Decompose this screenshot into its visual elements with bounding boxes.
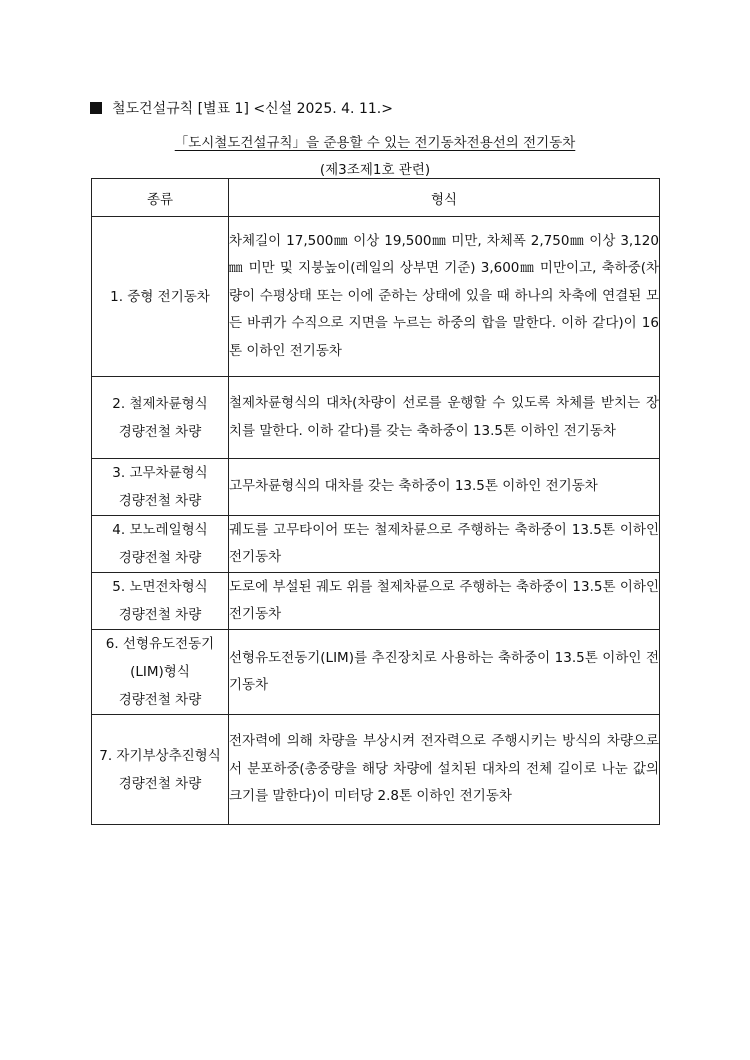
form-cell: 선형유도전동기(LIM)를 추진장치로 사용하는 축하중이 13.5톤 이하인 전기동차 [229, 630, 660, 715]
type-label: 6. 선형유도전동기 [105, 636, 215, 652]
type-label: 경량전철 차량 [118, 550, 202, 566]
header-line [90, 98, 393, 118]
table-row [92, 516, 660, 573]
form-cell: 고무차륜형식의 대차를 갖는 축하중이 13.5톤 이하인 전기동차 [229, 459, 660, 516]
form-cell: 전자력에 의해 차량을 부상시켜 전자력으로 주행시키는 방식의 차량으로서 분포하중(총중량을 해당 차량에 설치된 대차의 전체 길이로 나눈 값의 크기를 말한다)이 미터당 2.8톤 이하인 전기동차 [229, 715, 660, 825]
type-label: 5. 노면전차형식 [112, 579, 208, 595]
type-cell [92, 459, 229, 516]
column-header-type: 종류 [92, 179, 229, 217]
type-label: 7. 자기부상추진형식 [99, 747, 221, 764]
table-row [92, 459, 660, 516]
form-cell: 철제차륜형식의 대차(차량이 선로를 운행할 수 있도록 차체를 받치는 장치를 말한다. 이하 같다)를 갖는 축하중이 13.5톤 이하인 전기동차 [229, 377, 660, 459]
table-header-row [92, 179, 660, 217]
table-row [92, 217, 660, 377]
type-cell [92, 377, 229, 459]
type-label: 경량전철 차량 [118, 775, 202, 792]
type-label: 1. 중형 전기동차 [110, 288, 210, 305]
type-label: 3. 고무차륜형식 [112, 465, 208, 481]
type-label: 경량전철 차량 [118, 493, 202, 509]
type-label: 4. 모노레일형식 [112, 522, 208, 538]
type-cell [92, 573, 229, 630]
type-label: 경량전철 차량 [118, 607, 202, 623]
type-cell [92, 217, 229, 377]
type-label: 경량전철 차량 [118, 423, 202, 440]
table-row [92, 715, 660, 825]
type-cell [92, 715, 229, 825]
header-text: 철도건설규칙 [별표 1] <신설 2025. 4. 11.> [112, 101, 393, 117]
table-row [92, 573, 660, 630]
document-title-text: 「도시철도건설규칙」을 준용할 수 있는 전기동차전용선의 전기동차 [174, 135, 576, 151]
type-cell [92, 516, 229, 573]
document-title [0, 131, 750, 151]
document-subtitle: (제3조제1호 관련) [319, 162, 431, 178]
form-cell: 궤도를 고무타이어 또는 철제차륜으로 주행하는 축하중이 13.5톤 이하인 전기동차 [229, 516, 660, 573]
form-cell: 도로에 부설된 궤도 위를 철제차륜으로 주행하는 축하중이 13.5톤 이하인 전기동차 [229, 573, 660, 630]
form-cell: 차체길이 17,500㎜ 이상 19,500㎜ 미만, 차체폭 2,750㎜ 이상 3,120㎜ 미만 및 지붕높이(레일의 상부면 기준) 3,600㎜ 미만이고, 축하중(차량이 수평상태 또는 이에 준하는 상태에 있을 때 하나의 차축에 연결된 모든 바퀴가 수직으로 지면을 누르는 하중의 합을 말한다. 이하 같다)이 16톤 이하인 전기동차 [229, 217, 660, 377]
table-row [92, 630, 660, 715]
type-label: 경량전철 차량 [118, 692, 202, 708]
regulation-table [91, 178, 660, 825]
type-cell [92, 630, 229, 715]
black-square-icon [90, 102, 102, 114]
type-label: 2. 철제차륜형식 [112, 395, 208, 412]
table-row [92, 377, 660, 459]
type-label: (LIM)형식 [130, 664, 190, 680]
column-header-form: 형식 [229, 179, 660, 217]
